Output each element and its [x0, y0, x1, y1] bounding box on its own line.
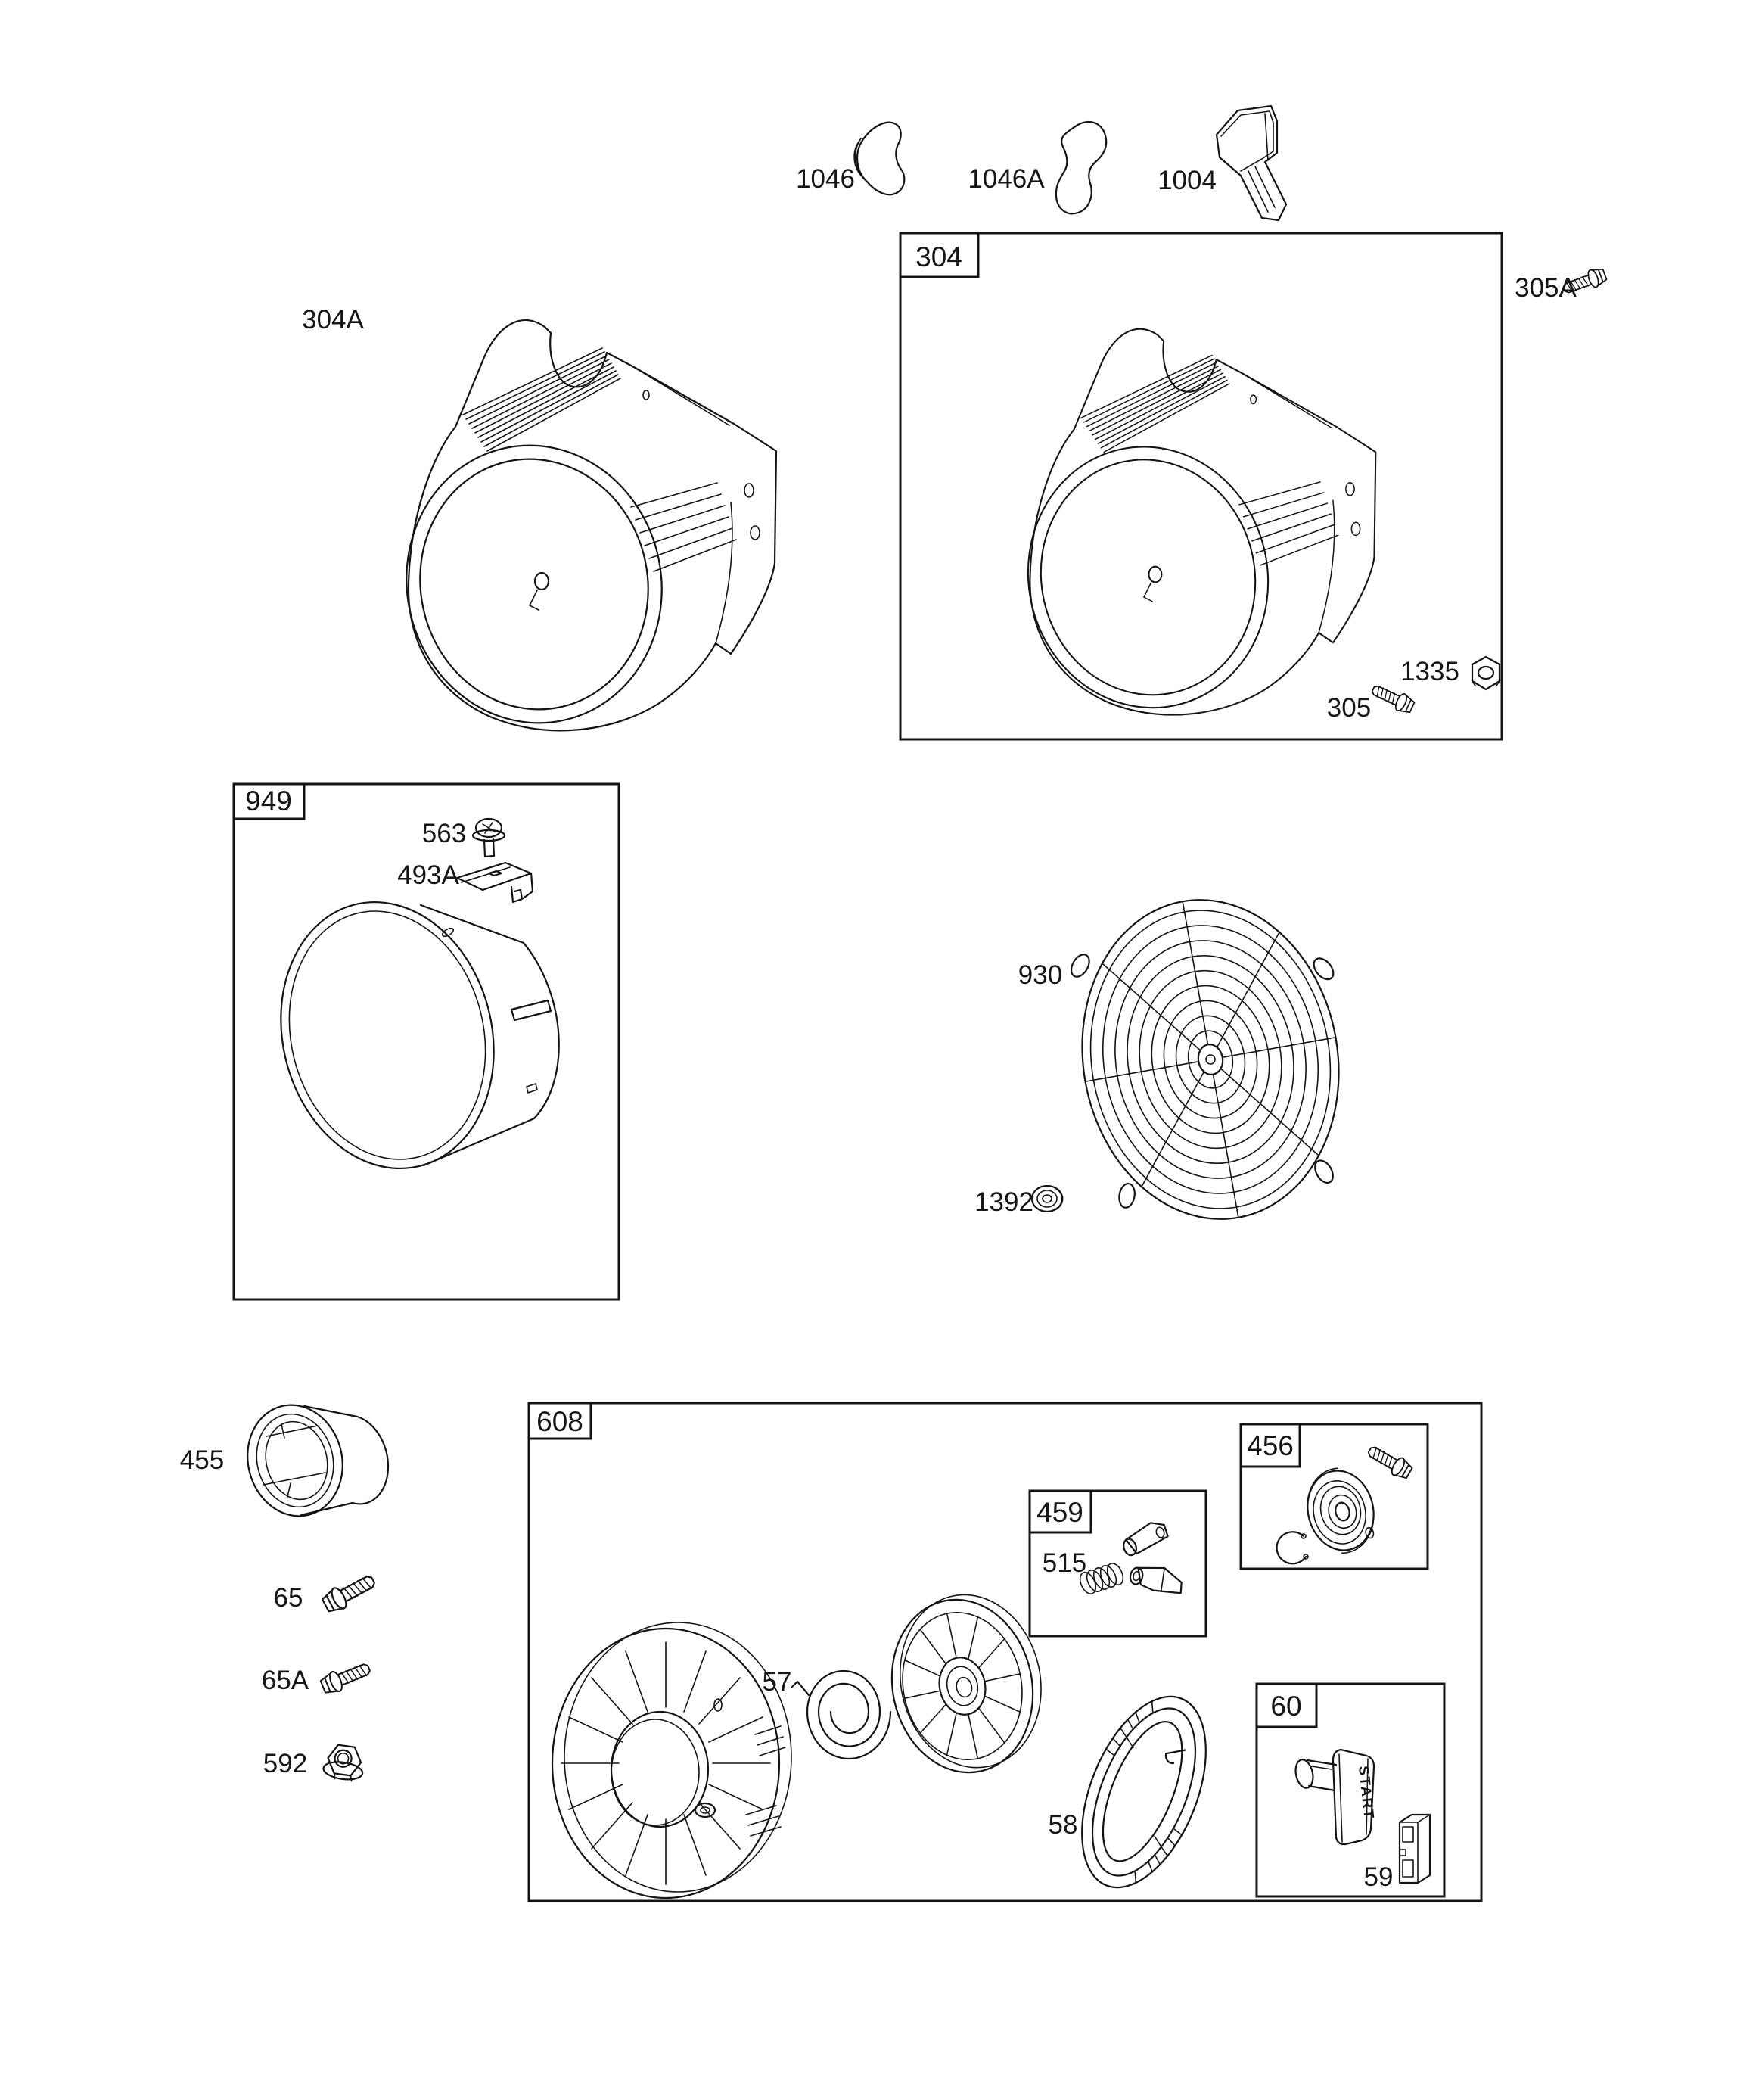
- group-label-60: 60: [1270, 1691, 1302, 1722]
- part-456-starter-clutch: [1299, 1462, 1383, 1560]
- part-58-starter-rope: [1057, 1678, 1230, 1905]
- part-456-clutch-screw: [1365, 1442, 1414, 1481]
- callout-65: 65: [273, 1583, 303, 1613]
- callout-304a: 304A: [302, 305, 364, 334]
- group-608: [529, 1403, 1481, 1906]
- callout-65a: 65A: [261, 1666, 309, 1695]
- callout-930: 930: [1018, 960, 1063, 990]
- part-304a-blower-housing: [381, 320, 776, 747]
- group-60: [1257, 1684, 1444, 1896]
- callout-305a: 305A: [1515, 273, 1577, 303]
- callout-563: 563: [421, 819, 467, 848]
- callout-515: 515: [1042, 1548, 1087, 1578]
- part-459-pawl-upper: [1119, 1519, 1170, 1557]
- part-608-starter-housing: [552, 1622, 791, 1898]
- part-1046-cover-flap: [854, 123, 904, 194]
- part-459-pawl-lower: [1128, 1561, 1185, 1596]
- group-label-608: 608: [536, 1406, 583, 1437]
- part-304-blower-housing: [1004, 329, 1375, 730]
- part-65a-bolt: [319, 1659, 373, 1697]
- start-handle-text: START: [1355, 1765, 1377, 1822]
- part-65-bolt: [320, 1570, 378, 1616]
- callout-305: 305: [1326, 693, 1372, 723]
- group-label-304: 304: [915, 241, 962, 272]
- callout-1004: 1004: [1158, 166, 1217, 195]
- callout-493a: 493A: [397, 860, 459, 890]
- group-459: [1030, 1491, 1206, 1636]
- group-949: [234, 784, 619, 1299]
- part-493a-bracket: [457, 863, 533, 902]
- callout-592: 592: [263, 1749, 308, 1778]
- part-1335-hex-nut: [1472, 657, 1500, 689]
- group-label-456: 456: [1247, 1430, 1294, 1461]
- group-label-459: 459: [1036, 1497, 1083, 1528]
- group-304: [900, 233, 1502, 739]
- part-563-screw: [473, 819, 505, 857]
- part-592-flange-nut: [322, 1744, 366, 1783]
- part-1392-cap-nut: [1032, 1186, 1063, 1212]
- part-1004-air-guide-chute: [1217, 106, 1286, 220]
- callout-1335: 1335: [1400, 657, 1459, 686]
- part-60-starter-handle: [1293, 1750, 1376, 1844]
- callout-1046: 1046: [796, 164, 855, 194]
- group-box-608-border: [529, 1403, 1481, 1901]
- part-1046a-foot-pad: [1056, 122, 1106, 213]
- callout-57: 57: [762, 1667, 792, 1697]
- part-949-blower-cover-drum: [253, 879, 559, 1191]
- group-label-949: 949: [245, 786, 292, 817]
- group-456: [1241, 1424, 1428, 1569]
- part-57-rewind-spring: [791, 1671, 890, 1759]
- callout-1392: 1392: [974, 1187, 1033, 1217]
- callout-59: 59: [1363, 1862, 1394, 1892]
- part-59-rope-guide: [1400, 1815, 1430, 1883]
- part-456-retaining-ring: [1277, 1532, 1308, 1563]
- part-930-fan-guard: [1058, 877, 1376, 1240]
- callout-58: 58: [1048, 1810, 1078, 1840]
- callout-455: 455: [179, 1445, 225, 1475]
- callout-1046a: 1046A: [968, 164, 1045, 194]
- part-455-starter-cup: [236, 1395, 388, 1526]
